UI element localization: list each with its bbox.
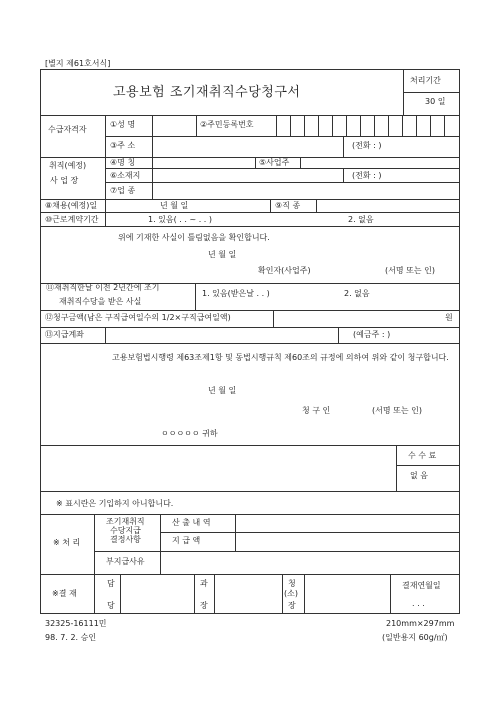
recipient-section-label: 수급자격자 (48, 125, 87, 134)
rrn-label: ②주민등록번호 (200, 120, 254, 129)
decision-label-3: 결정사항 (110, 535, 141, 544)
form-title: 고용보험 조기재취직수당청구서 (113, 85, 301, 100)
approval-label: ※결 재 (52, 589, 77, 598)
address-field[interactable] (153, 137, 343, 157)
approval-col3-top: 청 (288, 579, 296, 588)
hire-date-field[interactable]: 년 월 일 (160, 201, 189, 210)
prior-receipt-option-no[interactable]: 2. 없음 (344, 289, 370, 298)
footer-paper: (일반용지 60g/㎡) (382, 633, 448, 642)
claimant-sign: (서명 또는 인) (372, 406, 422, 415)
notice-text: ※ 표시란은 기입하지 아니합니다. (56, 499, 174, 508)
non-payment-reason-label: 부지급사유 (106, 557, 145, 566)
claim-amount-label: ⑫청구금액(남은 구직급여일수의 1/2×구직급여일액) (45, 313, 231, 322)
approval-col1-top: 담 (107, 579, 115, 588)
footer-code: 32325-16111민 (45, 619, 107, 628)
approval-director-sign[interactable] (305, 575, 390, 613)
declaration-date[interactable]: 년 월 일 (208, 386, 237, 395)
footer-approved: 98. 7. 2. 승인 (45, 633, 97, 642)
payment-amount-field[interactable] (236, 533, 459, 551)
addressee: ㅇㅇㅇㅇㅇ 귀하 (161, 429, 218, 438)
processing-section-label: ※ 처 리 (53, 538, 81, 547)
prior-receipt-label-2: 재취직수당을 받은 사실 (59, 297, 142, 306)
account-holder: (예금주 : ) (353, 330, 391, 339)
declaration-text: 고용보험법시행령 제63조제1항 및 동법시행규칙 제60조의 규정에 의하여 위와 같이 청구합니다. (112, 353, 449, 362)
claim-amount-unit: 원 (445, 313, 453, 322)
hire-date-label: ⑧채용(예정)일 (45, 201, 98, 210)
rrn-field[interactable] (270, 115, 460, 136)
approval-date-label: 결재연월일 (402, 581, 441, 590)
employer-section-label-1: 취직(예정) (49, 161, 87, 170)
contract-period-label: ⑩근로계약기간 (45, 215, 99, 224)
approval-col3-mid: (소) (284, 589, 298, 598)
calc-detail-label: 산 출 내 역 (172, 518, 211, 527)
processing-period-label: 처리기간 (410, 76, 441, 85)
address-label: ③주 소 (110, 141, 136, 150)
employer-owner-field[interactable] (301, 158, 459, 168)
non-payment-reason-field[interactable] (161, 552, 459, 574)
approval-date-value[interactable]: . . . (412, 599, 425, 608)
confirmer-label: 확인자(사업주) (258, 266, 311, 275)
decision-label-2: 수당지급 (110, 526, 141, 535)
company-name-field[interactable] (153, 158, 255, 168)
job-type-label: ⑨직 종 (275, 201, 301, 210)
approval-col2-bottom: 장 (200, 601, 208, 610)
industry-label: ⑦업 종 (110, 186, 136, 195)
approval-col1-bottom: 당 (107, 601, 115, 610)
employer-owner-label: ⑤사업주 (259, 158, 290, 167)
prior-receipt-option-yes[interactable]: 1. 있음(받은날 . . ) (202, 289, 270, 298)
approval-col3-bottom: 장 (288, 601, 296, 610)
claim-amount-field[interactable] (274, 311, 444, 327)
recipient-phone: (전화 : ) (352, 141, 382, 150)
prior-receipt-label-1: ⑪재취직한날 이전 2년간에 조기 (46, 283, 160, 292)
job-type-field[interactable] (317, 200, 459, 212)
employer-section-label-2: 사 업 장 (50, 176, 79, 185)
employer-phone: (전화 : ) (352, 171, 382, 180)
claimant-label: 청 구 인 (302, 406, 331, 415)
fee-value: 없 음 (410, 471, 428, 480)
calc-detail-field[interactable] (236, 515, 459, 532)
contract-option-no[interactable]: 2. 없음 (348, 215, 374, 224)
payment-amount-label: 지 급 액 (172, 536, 201, 545)
fee-label: 수 수 료 (408, 451, 437, 460)
industry-field[interactable] (153, 183, 459, 199)
approval-staff-sign[interactable] (121, 575, 194, 613)
form-number: [별지 제61호서식] (45, 59, 111, 68)
confirmer-sign: (서명 또는 인) (385, 266, 435, 275)
name-label: ①성 명 (110, 120, 136, 129)
account-field[interactable] (106, 328, 338, 343)
approval-col2-top: 과 (200, 579, 208, 588)
approval-manager-sign[interactable] (215, 575, 282, 613)
company-location-label: ⑥소재지 (110, 171, 141, 180)
decision-label-1: 조기재취직 (106, 517, 145, 526)
footer-size: 210mm×297mm (386, 619, 455, 628)
confirm-date[interactable]: 년 월 일 (208, 250, 237, 259)
company-name-label: ④명 칭 (110, 158, 136, 167)
contract-option-yes[interactable]: 1. 있음( . . ~ . . ) (148, 215, 213, 224)
processing-period-value: 30 일 (425, 97, 446, 106)
company-location-field[interactable] (153, 169, 343, 182)
name-field[interactable] (152, 115, 196, 136)
confirm-text: 위에 기재한 사실이 틀림없음을 확인합니다. (118, 233, 270, 242)
account-label: ⑬지급계좌 (45, 330, 84, 339)
